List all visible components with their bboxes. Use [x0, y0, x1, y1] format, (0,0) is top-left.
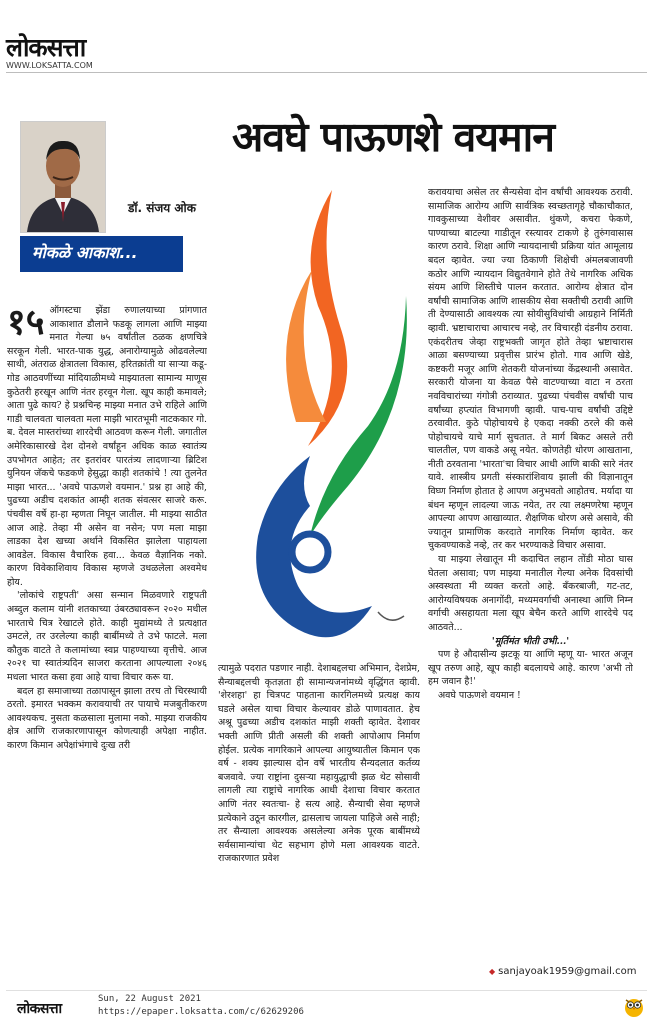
footer-date: Sun, 22 August 2021	[98, 994, 201, 1004]
article-paragraph: त्यामुळे पदरात पडणार नाही. देशाबद्दलचा अभिमान, देशप्रेम, सैन्याबद्दलची कृतज्ञता ही सामान्यजनांमध्ये वृद्धिंगत व्हावी. 'शेरशहा' हा चित्रपट पाहताना कारगिलमध्ये प्रत्यक्ष काय घडले असेल याचा विचार केल्यावर डोळे पाणावतात. हेच अश्रू पुढच्या अडीच दशकांत माझी शक्ती व्हावेत. देशावर भक्ती आणि प्रीती असली की शक्ती आपोआप निर्माण होईल. प्रत्येक नागरिकाने आपल्या आयुष्यातील किमान एक वर्ष - शक्य झाल्यास दोन वर्षे भारतीय सैन्यदलात कर्तव्य बजवावे. ज्या राष्ट्रांना दुसऱ्या महायुद्धाची झळ थेट सोसावी लागली त्या राष्ट्रांचे नागरिक आधी देशाचा विचार करतात आणि नंतर स्वतःचा- हे सत्य आहे. सैन्याची सेवा म्हणजे प्रत्येकाने उठून कारगील, द्रासलाच जायला पाहिजे असे नाही; तर सैन्याला आवश्यक असलेल्या अनेक पूरक बाबींमध्ये सर्वसामान्यांचा थेट सहभाग होणे मला आवश्यक वाटते. राजकारणात प्रवेश	[218, 663, 420, 865]
masthead-divider	[6, 72, 647, 73]
article-paragraph: बदल हा समाजाच्या तळापासून झाला तरच तो चिरस्थायी ठरतो. इमारत भक्कम करावयाची तर पायाचे मजबुतीकरण आवश्यकच. नुसता कळसाला मुलामा नको. माझ्या राजकीय क्षेत्र आणि राजकारणापासून कोणत्याही अपेक्षा नाहीत. कारण किमान अपेक्षांभंगाचे दुःख तरी	[7, 685, 207, 751]
article-paragraph: ऑगस्टचा झेंडा रुणालयाच्या प्रांगणात आकाशात डौलाने फडकू लागला आणि माझ्या मनात गेल्या ७५ वर्षांतील ठळक क्षणचित्रे सरकून गेली. भारत-पाक युद्ध, अनारोग्यामुळे ओढवलेल्या साथी, अंतराळ क्षेत्रातला विकास, हरितक्रांती या साऱ्या कडू-गोड आठवणींच्या मांदियाळीमध्ये माझ्यातला सामान्य माणूस कुठेतरी हरखून आणि नंतर हरवून गेला. खूप काही कमावले; आता पुढे काय? हे प्रश्नचिन्ह माझ्या मनात उभे राहिले आणि गाडी चालवता चालवता मला माझी भारतभूमी नाटककार गो. ब. देवल मास्तरांच्या शारदेची आठवण करून गेली. जगातील अमेरिकासारखे देश दोनशे वर्षांहून अधिक काळ स्वातंत्र्य उपभोगत आहेत; तर इतरांवर पारतंत्र्य लादणाऱ्या ब्रिटिश युनियन जॅकचे फडकणे हेसुद्धा काही शतकांचे ! त्या तुलनेत माझा भारत... 'अवघे पाऊणशे वयमान.' प्रश्न हा आहे की, पुढच्या अडीच दशकांत आम्ही शतक संवत्सर साजरे करू. पंचवीस वर्षे हा-हा म्हणता निघून जातील. मी माझ्या साठीत आज आहे. तेव्हा मी असेन वा नसेन; पण मला माझा लाडका देश खच्या अर्थाने विकसित झालेला पाहायला आवडेल. विकास वैचारिक हवा... केवळ वैज्ञानिक नको. कारण विवेकाशिवाय विकास म्हणजे उधळलेला अश्वमेध होय.	[7, 305, 207, 588]
author-email[interactable]	[489, 966, 636, 977]
author-name: डॉ. संजय ओक	[128, 201, 196, 215]
article-column-1	[7, 304, 207, 1000]
masthead-logo: लोकसत्ता	[6, 33, 86, 62]
avatar-icon	[21, 122, 105, 232]
article-closing: अवघे पाऊणशे वयमान !	[438, 689, 521, 701]
article-column-3	[428, 186, 633, 966]
article-paragraph: 'लोकांचे राष्ट्रपती' असा सन्मान मिळवणारे राष्ट्रपती अब्दुल कलाम यांनी शतकाच्या उंबरठ्यावरून २०२० मधील भारताचे चित्र रेखाटले होते. काही मुद्यांमध्ये ते प्रत्यक्षात उमटले, तर उरलेल्या काही बाबींमध्ये ते उभे फाटले. मला कौतुक वाटते ते कलामांच्या स्वप्न पाहण्याच्या वृत्तीचे. आज २०२१ चा स्वातंत्र्यदिन साजरा करताना आपल्याला २०४६ मधला भारत कसा हवा आहे याचा विचार करू या.	[7, 590, 207, 684]
headline: अवघे पाऊणशे वयमान	[232, 113, 554, 161]
footer-logo[interactable]: लोकसत्ता	[17, 1001, 62, 1017]
footer-url[interactable]: https://epaper.loksatta.com/c/62629206	[98, 1007, 304, 1017]
owl-mascot-icon[interactable]	[622, 994, 646, 1018]
author-email-text[interactable]: sanjayoak1959@gmail.com	[498, 966, 637, 977]
article-paragraph: करावयाचा असेल तर सैन्यसेवा दोन वर्षांची आवश्यक ठरावी. सामाजिक आरोग्य आणि सार्वत्रिक स्वच्छतागृहे चौकाचौकात, गावकुसाच्या वेशीवर असावीत. थुंकणे, कचरा फेकणे, पाण्याच्या बाटल्या गाडीतून रस्त्यावर टाकणे हे तुरुंगवासास कारण ठरावे. शिक्षा आणि न्यायदानाची प्रक्रिया यांत आमूलाग्र बदल व्हावेत. ज्या ज्या ठिकाणी शिक्षेची अंमलबजावणी कठोर आणि न्यायदान विद्युतवेगाने होते तेथे नागरिक अधिक संयम आणि शिस्तीचे पालन करतात. आरोग्य क्षेत्रात दोन वर्षांची सामाजिक आणि शासकीय सेवा सक्तीची ठरावी आणि ती देण्यासाठी आवश्यक त्या सोयीसुविधांची आग्रहाने निर्मिती व्हावी. भ्रष्टाचाराचा आचारच नव्हे, तर विचारही दंडनीय ठरावा. एकंदरीतच जेव्हा राष्ट्रभक्ती जागृत होते तेव्हा भ्रष्टाचारास आळा बसण्याच्या प्रवृत्तीस प्रारंभ होतो. गाव आणि खेडे, कष्टकरी मजूर आणि शेतकरी योजनांच्या केंद्रस्थानी असावेत. सरकारी योजना या केवळ पैसे वाटण्याच्या वाटा न ठरता नवविचारांच्या गंगोत्री ठराव्यात. पुढच्या पंचवीस वर्षांची पाच वर्षांच्या हप्त्यांत विभागणी व्हावी. पाच-पाच वर्षांची उद्दिष्टे ठरवावीत. कुठे पोहोचायचे हे एकदा नक्की ठरले की कसे पोहोचायचे याचे मार्ग सुचतात. ते मार्ग बिकट असले तरी चालतील, पण वाकडे असू नयेत. कोणतेही धोरण आखताना, नीती ठरवताना 'भारता'चा विचार आधी आणि बाकी सारे नंतर यावे. शास्त्रीय प्रगती संस्कारांशिवाय झाली की विज्ञानातून विघ्ण निर्माण होतात हे आपण अनुभवतो आहोतच. मर्यादा या बंधन म्हणून लादल्या जाऊ नयेत, तर त्या लक्ष्मणरेषा म्हणून आपल्या आपण आखाव्यात. शैक्षणिक धोरण असे असावे, की ज्यातून प्रामाणिक करदाते नागरिक निर्माण व्हावेत. कर चुकवण्याकडे नव्हे, तर कर भरण्याकडे विचार असावा.	[428, 187, 633, 552]
article-paragraph: या माझ्या लेखातून मी कदाचित लहान तोंडी मोठा घास घेतला असावा; पण माझ्या मनातील गेल्या अनेक दिवसांची अस्वस्थता मी व्यक्त करतो आहे. बँकरबाजी, गट-तट, आरोग्यविषयक अनागोंदी, मध्यमवर्गाची अनास्था आणि निम्न वर्गाची असहायता मला खूप बेचैन करते आणि शारदेचे पद आठवते...	[428, 554, 633, 633]
column-name: मोकळे आकाश...	[32, 243, 138, 262]
dropcap: १५	[7, 304, 45, 343]
footer-divider	[6, 990, 647, 991]
author-photo	[20, 121, 106, 233]
article-column-2	[218, 662, 420, 992]
article-quote: 'मूर्तिमंत भीती उभी...'	[491, 635, 570, 647]
tricolor-hand-illustration	[200, 186, 426, 656]
diamond-icon: ◆	[489, 967, 496, 976]
site-url[interactable]: WWW.LOKSATTA.COM	[6, 61, 93, 70]
tricolor-flame-icon	[200, 186, 426, 656]
article-paragraph: पण हे औदासीन्य झटकू या आणि म्हणू या- भारत अजून खूप तरुण आहे, खूप काही बदलायचे आहे. कारण 'अभी तो हम जवान है!'	[428, 649, 633, 688]
